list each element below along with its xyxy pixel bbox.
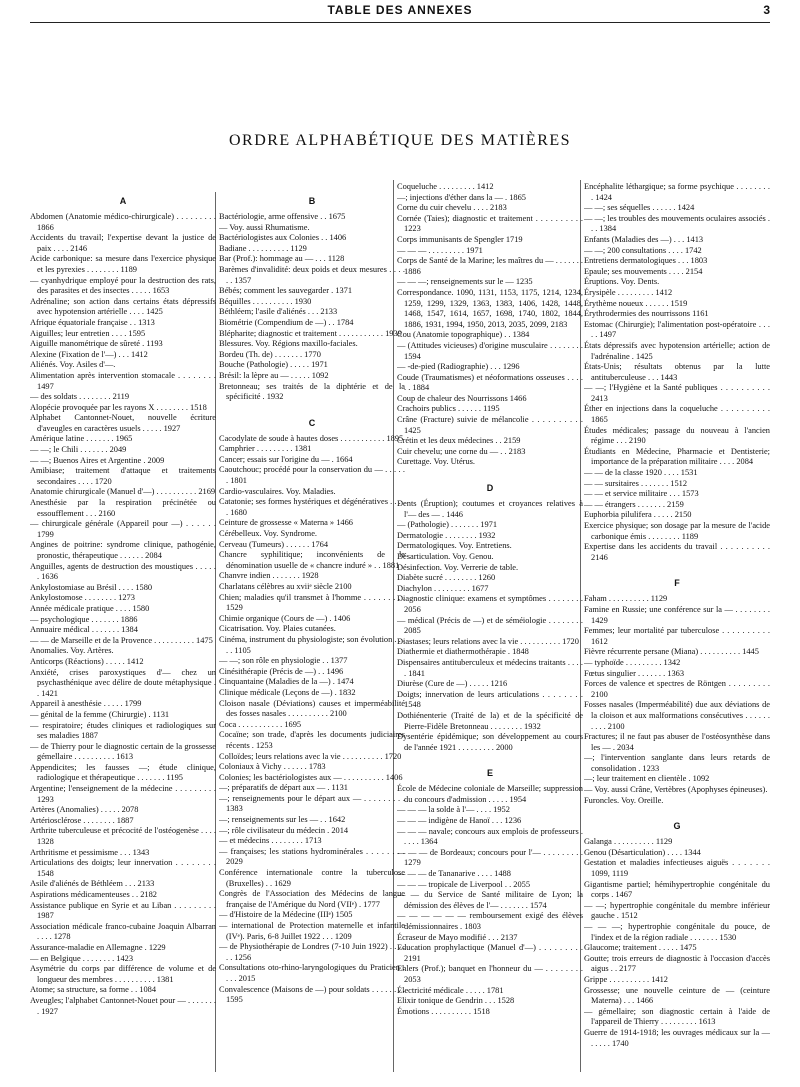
index-entry: États-Unis; résultats obtenus par la lutte antituberculeuse . . . 1443 [584,362,770,382]
index-entry: —; leur traitement en clientèle . 1092 [584,774,710,784]
index-entry: Artères (Anomalies) . . . . . 2078 [30,805,139,815]
index-entry: Conférence internationale contre la tuberculose (Bruxelles) . . 1629 [219,868,405,888]
index-entry: Crétin et les deux médecines . . 2159 [397,436,521,446]
index-entry: — —; l'Hygiène et la Santé publiques . . . . . . . . . . 2413 [584,383,770,403]
index-entry: — — — indigène de Hanoï . . . 1236 [397,816,522,826]
index-entry: Coude (Traumatismes) et néoformations osseuses . . . . . . 1884 [397,372,583,393]
index-entry: Électricité médicale . . . . . 1781 [397,985,504,995]
index-entry: Dysentérie épidémique; son développement au cours de l'année 1921 . . . . . . . . . 2000 [397,732,583,752]
index-entry: Année médicale pratique . . . . 1580 [30,603,150,613]
section-letter: E [486,768,493,779]
index-entry: — de Physiothérapie de Londres (7-10 Juin 1922) . . . . . . 1256 [219,942,405,962]
index-column-2 [219,192,405,1087]
index-entry: Diurèse (Cure de —) . . . . . 1216 [397,679,508,689]
running-header [30,0,770,23]
index-entry: Coca . . . . . . . . . . . 1695 [219,719,302,729]
index-entry: Exercice physique; son dosage par la mesure de l'acide carbonique émis . . . . . . . . 1189 [584,521,770,541]
page-number: 3 [763,3,770,17]
index-entry: Grippe . . . . . . . . . . 1412 [584,974,668,984]
index-entry: Colloïdes; leurs relations avec la vie . . . . . . . . . . 1720 [219,751,402,761]
index-entry: Assistance publique en Syrie et au Liban . . . . . . . . . 1987 [30,900,216,921]
index-entry: Cocaïne; son trade, d'après les documents judiciaires récents . 1253 [219,730,405,750]
index-entry: Annuaire médical . . . . . . . 1384 [30,625,138,635]
section-letter: D [486,483,494,494]
index-entry: Forces de valence et spectres de Röntgen . . . . . . . . . 2100 [584,679,770,699]
index-entry: Cerveau (Tumeurs) . . . . . . 1764 [219,539,329,549]
index-entry: Érysipèle . . . . . . . . . 1412 [584,287,673,297]
index-entry: Association médicale franco-cubaine Joaquin Albarran . . . . 1278 [30,921,216,942]
index-entry: Chien; maladies qu'il transmet à l'homme . . . . . . . . . 1529 [219,592,405,613]
index-entry: Coloniaux à Vichy . . . . . . 1783 [219,762,326,772]
index-entry: — Voy. aussi Crâne, Vertèbres (Apophyses épineuses). [584,785,768,795]
index-entry: Cacodylate de soude à hautes doses . . . . . . . . . . . 1895 [219,433,404,443]
index-entry: Estomac (Chirurgie); l'alimentation post-opératoire . . . . . 1497 [584,319,770,340]
index-entry: Crâne (Fracture) suivie de mélancolie . . . . . . . . . . 1425 [397,415,583,435]
index-entry: Charlatans célèbres au xviiᵉ siècle 2100 [219,582,352,591]
index-entry: Ankylostomiase au Brésil . . . . 1580 [30,582,153,592]
index-entry: Cornée (Taies); diagnostic et traitement . . . . . . . . . . 1223 [397,213,583,234]
index-entry: Genou (Désarticulation) . . . . 1344 [584,847,701,857]
index-entry: — — — navale; concours aux emplois de professeurs . . . . . 1364 [397,826,583,847]
index-entry: Consultations oto-rhino-laryngologiques du Praticien . . . . 2015 [219,963,405,983]
index-entry: Ehlers (Prof.); banquet en l'honneur du — . . . . . . . . 2053 [397,964,583,984]
index-entry: États dépressifs avec hypotension artérielle; action de l'adrénaline . 1425 [584,340,770,361]
index-entry: Cardio-vasculaires. Voy. Maladies. [219,486,336,496]
index-entry: Glaucome; traitement . . . . . 1475 [584,943,697,953]
index-entry: — — de la classe 1920 . . . . 1531 [584,468,698,478]
index-entry: Accidents du travail; l'expertise devant la justice de paix . . . . 2146 [30,233,216,253]
index-entry: Adrénaline; son action dans certains états dépressifs avec hypotension artérielle . . . . 1425 [30,296,216,317]
index-entry: Aiguille manométrique de sûreté . 1193 [30,339,163,349]
index-entry: Corne du cuir chevelu . . . . 2183 [397,203,507,213]
index-entry: Colonies; les bactériologistes aux — . . . . . . . . . . 1406 [219,772,403,782]
index-entry: Badiane . . . . . . . . . . 1129 [219,243,307,253]
index-entry: Doigts; innervation de leurs articulations . . . . . . . . 1548 [397,689,583,710]
index-entry: Articulations des doigts; leur innervation . . . . . . . . 1548 [30,858,216,878]
index-entry: Congrès de l'Association des Médecins de langue française de l'Amérique du Nord (VIIᵉ) . 1777 [219,889,405,909]
index-entry: — (Pathologie) . . . . . . . 1971 [397,520,498,530]
index-entry: Fœtus singulier . . . . . . . 1363 [584,668,685,678]
index-entry: Asile d'aliénés de Béthléem . . . 2133 [30,879,155,889]
index-entry: —; renseignements pour le départ aux — . . . . . . . . . 1383 [219,793,405,814]
index-entry: — chirurgicale générale (Appareil pour —) . . . . . . 1799 [30,519,216,539]
index-entry: — —; les troubles des mouvements oculaires associés . . . 1384 [584,213,770,234]
index-entry: Ceinture de grossesse « Materna » 1466 [219,518,353,528]
index-entry: —; injections d'éther dans la — . 1865 [397,192,526,202]
index-entry: — Voy. aussi Rhumatisme. [219,222,310,232]
index-entry: Dermatologie . . . . . . . . 1932 [397,530,496,540]
section-gap [219,403,405,414]
index-entry: Anticorps (Réactions) . . . . . 1412 [30,656,144,666]
index-entry: — international de Protection maternelle et infantile (IVᵉ). Paris, 6-8 Juillet 1922 . . . 1209 [219,921,405,941]
index-entry: Érythrodermies des nourrissons 1161 [584,309,709,319]
index-entry: —; rôle civilisateur du médecin . 2014 [219,825,349,835]
index-entry: Amibiase; traitement d'attaque et traitements secondaires . . . . 1720 [30,466,216,486]
index-entry: Appendicites; les fausses —; étude clinique, radiologique et thérapeutique . . . . . . . 1195 [30,762,216,783]
index-entry: Études médicales; passage du nouveau à l'ancien régime . . . 2190 [584,425,770,446]
index-entry: Entretiens dermatologiques . . . 1803 [584,256,708,266]
index-entry: Arthritisme et pessimisme . . . 1343 [30,847,150,857]
index-entry: — et médecins . . . . . . . . 1713 [219,836,322,846]
index-entry: Bordeu (Th. de) . . . . . . . 1770 [219,349,321,359]
section-gap [397,753,583,764]
section-letter: F [674,578,680,589]
index-entry: École de Médecine coloniale de Marseille; suppression du concours d'admission . . . . . 1954 [397,784,583,804]
index-entry: Fosses nasales (Imperméabilité) due aux déviations de la cloison et aux malformations consécutives . . . . . . . . . . 2100 [584,700,770,731]
index-entry: Écraseur de Mayo modifié . . . 2137 [397,932,518,942]
index-entry: Femmes; leur mortalité par tuberculose . . . . . . . . . . 1612 [584,626,770,646]
index-entry: Caoutchouc; procédé pour la conservation du — . . . . . . 1801 [219,465,405,486]
index-entry: Arthrite tuberculeuse et précocité de l'ostéogenèse . . . . 1328 [30,826,216,847]
index-entry: Galanga . . . . . . . . . . 1129 [584,837,673,847]
index-entry: Étudiants en Médecine, Pharmacie et Dentisterie; importance de la préparation militaire . . . . 2084 [584,446,770,467]
index-entry: Blépharite; diagnostic et traitement . . . . . . . . . . . 1939 [219,328,402,338]
index-entry: Bactériologie, arme offensive . . 1675 [219,212,346,221]
index-entry: Alexine (Fixation de l'—) . . . 1412 [30,349,148,359]
index-entry: Gestation et maladies infectieuses aiguës . . . . . . . 1099, 1119 [584,858,770,879]
index-entry: Cicatrisation. Voy. Plaies cutanées. [219,624,336,634]
index-entry: — —; Buenos Aires et Argentine . 2009 [30,455,165,465]
index-entry: Aspirations médicamenteuses . . 2182 [30,890,157,899]
index-entry: Diathermie et diathermothérapie . 1848 [397,647,529,657]
index-entry: — —; hypertrophie congénitale du membre inférieur gauche . 1512 [584,900,770,921]
index-entry: Camphrier . . . . . . . . . 1381 [219,444,312,454]
index-entry: Cuir chevelu; une corne du — . . 2183 [397,446,526,456]
index-entry: Alopécie provoquée par les rayons X . . . . . . . . 1518 [30,402,207,412]
index-entry: Anguilles, agents de destruction des moustiques . . . . . . 1636 [30,561,216,582]
index-entry: Encéphalite léthargique; sa forme psychique . . . . . . . . . 1424 [584,182,770,202]
index-entry: Bretonneau; ses traités de la diphtérie et de la spécificité . 1932 [219,381,405,402]
index-entry: — — — — — — remboursement exigé des élèves démissionnaires . 1803 [397,911,583,931]
index-entry: Cou (Anatomie topographique) . . 1384 [397,330,530,340]
index-entry: — — — de Tananarive . . . . 1488 [397,869,511,879]
index-entry: Béquilles . . . . . . . . . . 1930 [219,296,312,306]
index-entry: — — du Service de Santé militaire de Lyon; la démission des élèves de l'— . . . . . . . 1574 [397,890,583,910]
index-entry: — — étrangers . . . . . . . 2159 [584,499,684,509]
index-entry: — —; 200 consultations . . . . 1742 [584,245,702,255]
index-entry: — cyanhydrique employé pour la destruction des rats, des parasites et des insectes . . . . . 1653 [30,275,216,296]
section-gap [584,806,770,817]
index-entry: — psychologique . . . . . . . 1886 [30,614,138,624]
index-entry: — — — . . . . . . . . . 1971 [397,245,483,255]
index-entry: — — — de Bordeaux; concours pour l'— . . . . . . . . . 1279 [397,847,583,868]
index-entry: Fractures; il ne faut pas abuser de l'ostéosynthèse dans les — . 2034 [584,732,770,752]
index-entry: Atome; sa structure, sa forme . . 1084 [30,985,157,995]
index-entry: Coqueluche . . . . . . . . . 1412 [397,182,494,191]
index-entry: Diastases; leurs relations avec la vie . . . . . . . . . . 1720 [397,636,579,646]
index-entry: Anatomie chirurgicale (Manuel d'—) . . . . . . . . . . 2169 [30,487,216,497]
index-entry: Famine en Russie; une conférence sur la — . . . . . . . . 1429 [584,604,770,625]
index-entry: Bouche (Pathologie) . . . . . 1971 [219,360,328,370]
index-entry: Dothiénenterie (Traité de la) et de la spécificité de Pierre-Fidèle Bretonneau . . . . . . . . 1932 [397,710,583,731]
index-entry: — — — tropicale de Liverpool . . 2055 [397,879,531,889]
index-entry: — — —; renseignements sur le — 1235 [397,277,533,287]
index-entry: — (Attitudes vicieuses) d'origine musculaire . . . . . . . . 1594 [397,340,583,361]
section-letter: G [673,821,681,832]
index-entry: Biométrie (Compendium de —) . . 1784 [219,317,354,327]
index-column-4 [584,182,770,1077]
index-entry: — respiratoire; études cliniques et radiologiques sur ses maladies 1887 [30,720,216,741]
index-entry: — —; son rôle en physiologie . . 1377 [219,656,348,666]
index-entry: Désinfection. Voy. Verrerie de table. [397,562,519,572]
index-entry: — génital de la femme (Chirurgie) . 1131 [30,709,170,719]
index-entry: Euphorbia pilulifera . . . . . 2150 [584,510,692,520]
index-entry: Anesthésie par la respiration précinétée ou essoufflement . . . 2160 [30,498,216,518]
index-entry: Abdomen (Anatomie médico-chirurgicale) . . . . . . . . . 1866 [30,212,216,232]
index-entry: Aveugles; l'alphabet Cantonnet-Nouet pour — . . . . . . . . 1927 [30,995,216,1016]
index-entry: Enfants (Maladies des —) . . . 1413 [584,234,704,244]
section-letter: C [308,417,316,428]
index-entry: — — sursitaires . . . . . . . 1512 [584,478,688,488]
index-entry: — d'Histoire de la Médecine (IIIᵉ) 1505 [219,910,353,920]
index-entry: Dermatologiques. Voy. Entretiens. [397,541,512,551]
index-column-3 [397,182,583,1077]
index-entry: — — de Marseille et de la Provence . . . . . . . . . . 1475 [30,635,213,645]
index-entry: Éruptions. Voy. Dents. [584,277,660,287]
index-entry: Clinique médicale (Leçons de —) . 1832 [219,687,356,697]
index-entry: Dispensaires antituberculeux et médecins traitants . . . . . 1841 [397,657,583,678]
index-entry: Amérique latine . . . . . . . 1965 [30,434,133,444]
index-entry: Angines de poitrine: syndrome clinique, pathogénie, pronostic, thérapeutique . . . . . . 2084 [30,540,216,560]
index-entry: Bar (Prof.): hommage au — . . . 1128 [219,254,345,264]
index-entry: — — et service militaire . . . 1573 [584,489,699,499]
index-entry: Cinésithérapie (Précis de —) . . 1496 [219,666,344,676]
index-entry: — françaises; les stations hydrominérales . . . . . . . . 2029 [219,846,405,867]
index-entry: Bébés; comment les sauvegarder . 1371 [219,286,353,296]
index-entry: — médical (Précis de —) et de séméiologie . . . . . . . . 2085 [397,615,583,636]
running-header-title: TABLE DES ANNEXES [327,3,473,17]
page-title: ORDRE ALPHABÉTIQUE DES MATIÈRES [228,132,572,149]
index-entry: Diabète sucré . . . . . . . . 1260 [397,573,496,583]
index-entry: —; renseignements sur les — . . 1642 [219,815,346,825]
index-entry: Émotions . . . . . . . . . . 1518 [397,1006,490,1016]
index-entry: Chancre syphilitique; inconvénients de la dénomination usuelle de « chancre induré » . . 1881 [219,550,405,570]
index-entry: Cinéma, instrument du physiologiste; son évolution . . . . . 1105 [219,634,405,655]
index-entry: Convalescence (Maisons de —) pour soldats . . . . . . . . 1595 [219,984,405,1005]
index-entry: Acide carbonique: sa mesure dans l'exercice physique et les pyrexies . . . . . . . . 1189 [30,254,216,274]
index-entry: Crachoirs publics . . . . . . 1195 [397,404,500,414]
index-entry: — typhoïde . . . . . . . . . 1342 [584,657,681,667]
index-entry: Dents (Éruption); coutumes et croyances relatives à l'— des — . 1446 [397,499,583,519]
index-entry: Érythème noueux . . . . . . 1519 [584,298,688,308]
index-entry: — gémellaire; son diagnostic certain à l'aide de l'appareil de Thierry . . . . . . . . . 1613 [584,1006,770,1027]
index-entry: Diachylon . . . . . . . . . 1677 [397,583,489,593]
index-entry: Corps immunisants de Spengler 1719 [397,234,523,244]
index-entry: Argentine; l'enseignement de la médecine . . . . . . . . . 1293 [30,784,216,804]
index-entry: Bactériologistes aux Colonies . . 1406 [219,233,347,243]
index-entry: — —; ses séquelles . . . . . . 1424 [584,203,695,213]
index-entry: Elixir tonique de Gendrin . . . 1528 [397,996,515,1006]
index-entry: Correspondance. 1090, 1131, 1153, 1175, 1214, 1234, 1259, 1299, 1329, 1363, 1383, 1406, 1428, 1448, 1468, 1547, 1614, 1657, 1698, 1740, 1802, 1844, 1886, 1931, 1994, 1950, 2013, 2035, 2099, 2183 [397,287,583,329]
index-entry: — — —; hypertrophie congénitale du pouce, de l'index et de la région radiale . . . . . . . 1530 [584,922,770,942]
index-entry: Ankylostomose . . . . . . . . 1273 [30,593,135,603]
index-entry: Goutte; trois erreurs de diagnostic à l'occasion d'accès aigus . . 2177 [584,953,770,974]
index-entry: —; préparatifs de départ aux — . 1131 [219,783,348,793]
index-entry: Désarticulation. Voy. Genou. [397,552,494,561]
index-entry: Expertise dans les accidents du travail . . . . . . . . . . 2146 [584,542,770,562]
index-entry: Guerre de 1914-1918; les ouvrages médicaux sur la — . . . . . 1740 [584,1027,770,1048]
index-entry: Aiguilles; leur entretien . . . . 1595 [30,328,146,338]
index-entry: Diagnostic clinique: examens et symptômes . . . . . . . . 2056 [397,594,583,614]
index-entry: Béthléem; l'asile d'aliénés . . . 2133 [219,307,338,317]
index-entry: — -de-pied (Radiographie) . . . 1296 [397,362,520,372]
index-entry: Cérébelleux. Voy. Syndrome. [219,529,318,539]
index-entry: Assurance-maladie en Allemagne . 1229 [30,942,166,952]
section-letter: B [308,196,316,206]
index-entry: Barèmes d'invalidité: deux poids et deux mesures . . . . . . 1357 [219,264,405,285]
index-entry: Anomalies. Voy. Artères. [30,646,114,656]
index-entry: Furoncles. Voy. Oreille. [584,795,664,805]
index-entry: Afrique équatoriale française . . 1313 [30,317,155,327]
index-entry: Corps de Santé de la Marine; les maîtres du — . . . . . . . 1886 [397,256,583,276]
index-entry: Gigantisme partiel; hémihypertrophie congénitale du corps . 1467 [584,879,770,900]
index-column-1 [30,192,216,1087]
index-entry: Faham . . . . . . . . . . 1129 [584,594,668,604]
index-entry: Cinquantaine (Maladies de la —) . 1474 [219,677,354,687]
index-entry: — des soldats . . . . . . . . 2119 [30,392,130,402]
section-gap [584,563,770,574]
index-entry: Artériosclérose . . . . . . . . 1887 [30,815,134,825]
index-entry: Coup de chaleur des Nourrissons 1466 [397,393,527,403]
index-entry: Fièvre récurrente persane (Miana) . . . . . . . . . . 1445 [584,647,759,657]
index-entry: Catatonie; ses formes hystériques et dégénératives . . . . . 1680 [219,497,405,517]
index-entry: Alimentation après intervention stomacale . . . . . . . . 1497 [30,370,216,391]
index-entry: Aliénés. Voy. Asiles d'—. [30,360,116,370]
index-entry: — de Thierry pour le diagnostic certain de la grossesse gémellaire . . . . . . . . . . 1613 [30,741,216,762]
index-entry: — —; le Chili . . . . . . . 2049 [30,445,127,455]
index-entry: Alphabet Cantonnet-Nouet, nouvelle écriture d'aveugles en caractères usuels . . . . . 1927 [30,413,216,433]
index-entry: — — — la solde à l'— . . . . 1952 [397,805,510,815]
index-entry: Education prophylactique (Manuel d'—) . . . . . . . . . 2191 [397,943,583,963]
index-entry: Cancer; essais sur l'origine du — . 1664 [219,454,353,464]
index-entry: Asymétrie du corps par différence de volume et de longueur des membres . . . . . . . . . . 1381 [30,964,216,984]
index-entry: Brésil: la lèpre au — . . . . . 1092 [219,370,329,380]
index-entry: Blessures. Voy. Régions maxillo-faciales. [219,339,358,349]
index-entry: — en Belgique . . . . . . . . 1423 [30,953,134,963]
index-entry: Anxiété, crises paroxystiques d'— chez un psychasthénique avec délire de doute métaphysique . . 1421 [30,667,216,698]
section-gap [397,468,583,479]
index-entry: Epaule; ses mouvements . . . . 2154 [584,266,703,276]
index-entry: Curettage. Voy. Utérus. [397,457,475,467]
index-entry: Chanvre indien . . . . . . . 1928 [219,571,319,581]
section-letter: A [119,196,127,206]
index-entry: Appareil à anesthésie . . . . . 1799 [30,699,142,709]
index-entry: Éther en injections dans la coqueluche . . . . . . . . . . 1865 [584,404,770,425]
index-entry: Chimie organique (Cours de —) . 1406 [219,613,351,623]
index-entry: —; l'intervention sanglante dans leurs retards de consolidation . 1233 [584,753,770,773]
index-entry: Grossesse; une nouvelle ceinture de — (ceinture Materna) . . . 1466 [584,985,770,1006]
index-entry: Cloison nasale (Déviations) causes et imperméabilité des fosses nasales . . . . . . . . . . 2100 [219,698,405,719]
